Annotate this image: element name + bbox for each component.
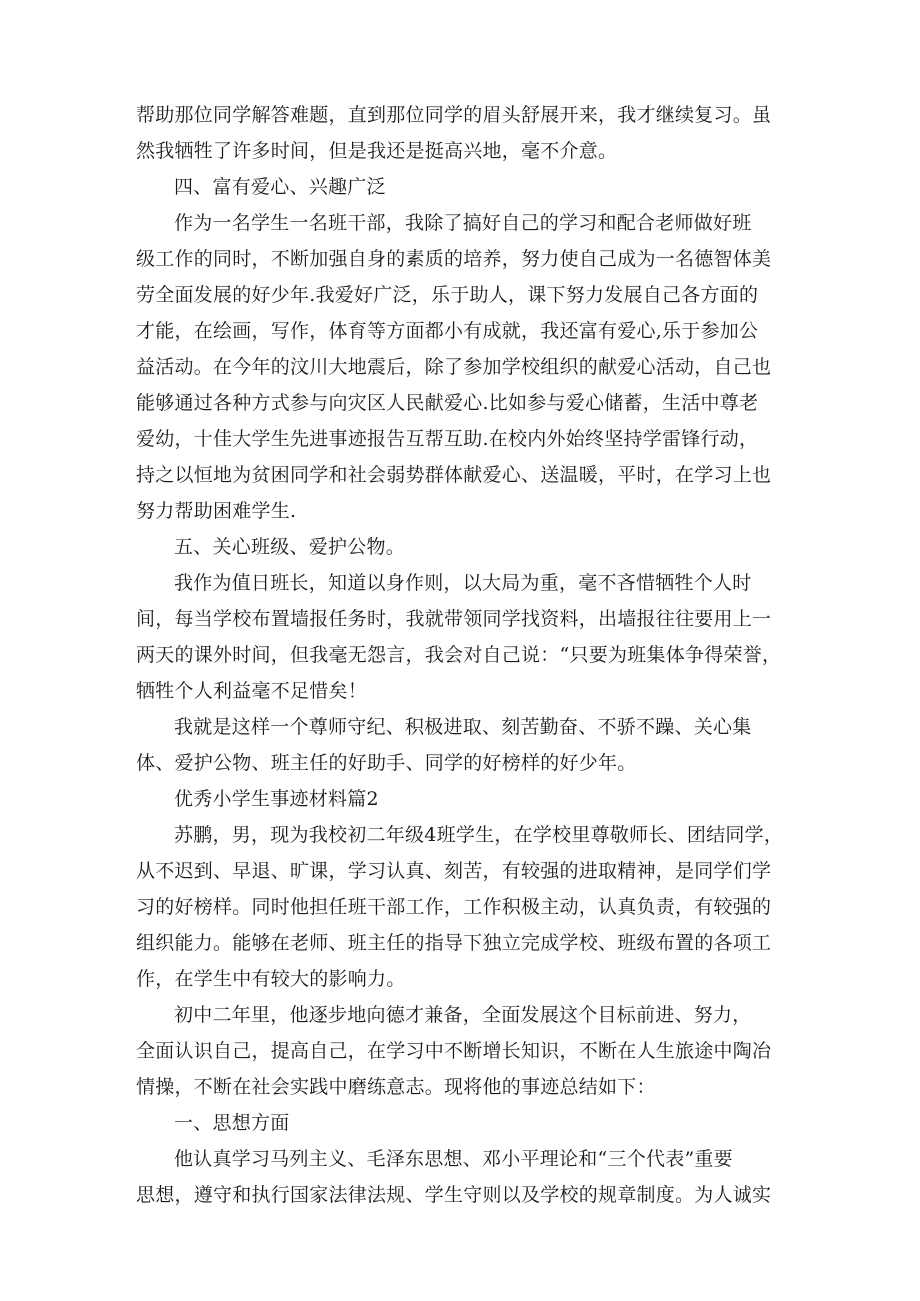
paragraph-line: 从不迟到、早退、旷课，学习认真、刻苦，有较强的进取精神，是同学们学 [136,860,772,882]
paragraph-line: 牺牲个人利益毫不足惜矣！ [136,680,368,702]
paragraph-line: 思想，遵守和执行国家法律法规、学生守则以及学校的规章制度。为人诚实 [136,1184,772,1206]
paragraph-line: 作，在学生中有较大的影响力。 [136,968,406,990]
paragraph-line: 才能，在绘画，写作，体育等方面都小有成就，我还富有爱心,乐于参加公 [136,320,759,342]
paragraph-line: 两天的课外时间，但我毫无怨言，我会对自己说：“只要为班集体争得荣誉， [136,644,782,666]
paragraph-line: 间，每当学校布置墙报任务时，我就带领同学找资料，出墙报往往要用上一 [136,608,772,630]
paragraph-start-line: 作为一名学生一名班干部，我除了搞好自己的学习和配合老师做好班 [174,212,752,234]
paragraph-line: 体、爱护公物、班主任的好助手、同学的好榜样的好少年。 [136,752,637,774]
paragraph-start-line: 我作为值日班长，知道以身作则，以大局为重，毫不吝惜牺牲个人时 [174,572,752,594]
paragraph-start-line: 初中二年里，他逐步地向德才兼备，全面发展这个目标前进、努力， [174,1004,752,1026]
paragraph-line: 益活动。在今年的汶川大地震后，除了参加学校组织的献爱心活动，自己也 [136,356,772,378]
paragraph-line: 然我牺牲了许多时间，但是我还是挺高兴地，毫不介意。 [136,140,618,162]
document-page [136,100,796,1216]
paragraph-start-line: 我就是这样一个尊师守纪、积极进取、刻苦勤奋、不骄不躁、关心集 [174,716,752,738]
paragraph-line: 能够通过各种方式参与向灾区人民献爱心.比如参与爱心储蓄，生活中尊老 [136,392,759,414]
paragraph-start-line: 五、关心班级、爱护公物。 [174,536,406,558]
paragraph-start-line: 他认真学习马列主义、毛泽东思想、邓小平理论和“三个代表”重要 [174,1148,733,1170]
paragraph-line: 全面认识自己，提高自己，在学习中不断增长知识，不断在人生旅途中陶冶 [136,1040,772,1062]
paragraph-start-line: 优秀小学生事迹材料篇2 [174,788,379,810]
paragraph-start-line: 苏鹏，男，现为我校初二年级4班学生，在学校里尊敬师长、团结同学， [174,824,784,846]
paragraph-line: 持之以恒地为贫困同学和社会弱势群体献爱心、送温暖，平时，在学习上也 [136,464,772,486]
paragraph-line: 帮助那位同学解答难题，直到那位同学的眉头舒展开来，我才继续复习。虽 [136,104,772,126]
paragraph-line: 级工作的同时，不断加强自身的素质的培养，努力使自己成为一名德智体美 [136,248,772,270]
paragraph-line: 习的好榜样。同时他担任班干部工作，工作积极主动，认真负责，有较强的 [136,896,772,918]
paragraph-start-line: 四、富有爱心、兴趣广泛 [174,176,386,198]
paragraph-line: 爱幼，十佳大学生先进事迹报告互帮互助.在校内外始终坚持学雷锋行动， [136,428,759,450]
paragraph-start-line: 一、思想方面 [174,1112,290,1134]
paragraph-line: 劳全面发展的好少年.我爱好广泛，乐于助人，课下努力发展自己各方面的 [136,284,759,306]
paragraph-line: 组织能力。能够在老师、班主任的指导下独立完成学校、班级布置的各项工 [136,932,772,954]
paragraph-line: 努力帮助困难学生. [136,500,297,522]
paragraph-line: 情操，不断在社会实践中磨练意志。现将他的事迹总结如下： [136,1076,656,1098]
